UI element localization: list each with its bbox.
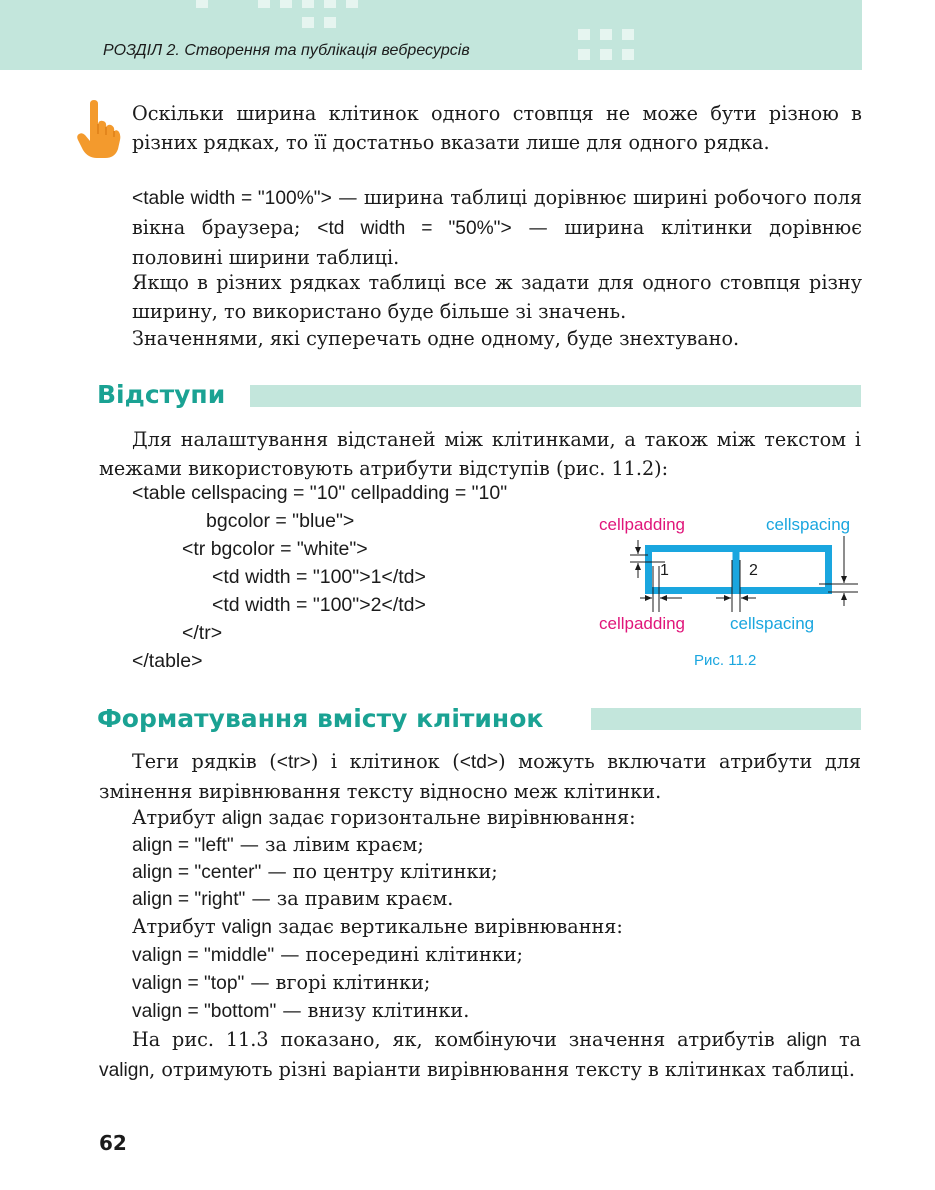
label-cellspacing-top: cellspacing — [766, 515, 851, 534]
label-cellpadding-bottom: cellpadding — [599, 614, 686, 633]
text-fragment: Теги рядків ( — [132, 750, 277, 773]
note-paragraph-2 — [132, 183, 862, 272]
section-title: РОЗДІЛ 2. Створення та публікація вебресурсів — [103, 42, 470, 59]
decor-square — [600, 49, 612, 60]
heading-bar — [591, 708, 861, 730]
text-fragment: задає вертикальне вирівнювання: — [271, 915, 623, 938]
valign-item-bottom — [132, 996, 862, 1026]
text-fragment: — за правим краєм. — [245, 887, 454, 910]
text-fragment: — ширина клітинки дорівнює половині ширини таблиці. — [132, 216, 862, 269]
cell-2-text: 2 — [749, 562, 758, 579]
decor-square — [578, 49, 590, 60]
figure-11-2 — [590, 508, 870, 673]
code-line: <td width = "100">1</td> — [212, 566, 426, 588]
code-fragment: valign = "middle" — [132, 945, 275, 966]
code-line: </table> — [132, 650, 203, 672]
pointing-hand-icon — [76, 100, 122, 160]
align-item-right — [132, 884, 862, 914]
code-fragment: valign = "bottom" — [132, 1001, 277, 1022]
text-fragment: — внизу клітинки. — [276, 999, 470, 1022]
heading-vidstupy: Відступи — [97, 380, 226, 409]
figure-caption: Рис. 11.2 — [694, 652, 757, 669]
label-cellspacing-bottom: cellspacing — [730, 614, 815, 633]
text-fragment: ) і клітинок ( — [310, 750, 460, 773]
align-intro — [132, 803, 862, 833]
code-fragment: align = "center" — [132, 862, 262, 883]
code-fragment: align = "right" — [132, 889, 246, 910]
valign-item-middle — [132, 940, 862, 970]
section2-paragraph-1 — [99, 747, 861, 806]
decor-square — [600, 29, 612, 40]
code-table-width: <table width = "100%"> — [132, 188, 332, 209]
decor-square — [280, 0, 292, 8]
decor-square — [258, 0, 270, 8]
decor-square — [622, 49, 634, 60]
decor-square — [324, 0, 336, 8]
decor-square — [622, 29, 634, 40]
code-line: <table cellspacing = "10" cellpadding = "10" — [132, 482, 508, 504]
code-align: align — [786, 1030, 828, 1051]
text-fragment: — по центру клітинки; — [261, 860, 498, 883]
decor-square — [302, 0, 314, 8]
text-fragment: — за лівим краєм; — [233, 833, 424, 856]
valign-item-top — [132, 968, 862, 998]
page-number: 62 — [99, 1131, 127, 1155]
note-paragraph-3: Якщо в різних рядках таблиці все ж задати для одного стовпця різну ширину, то використано буде більше зі значень. — [132, 271, 862, 323]
valign-intro — [132, 912, 862, 942]
code-valign: valign — [99, 1060, 150, 1081]
code-line: <tr bgcolor = "white"> — [182, 538, 368, 560]
text-fragment: задає горизонтальне вирівнювання: — [262, 806, 636, 829]
decor-square — [196, 0, 208, 8]
code-fragment: valign = "top" — [132, 973, 245, 994]
code-td-width: <td width = "50%"> — [317, 218, 512, 239]
code-line: <td width = "100">2</td> — [212, 594, 426, 616]
align-item-center — [132, 857, 862, 887]
text-fragment: — ширина таблиці дорівнює ширині робочого поля вікна браузера; — [132, 186, 862, 239]
text-fragment: Атрибут — [132, 915, 222, 938]
code-valign: valign — [221, 917, 272, 938]
heading-bar — [250, 385, 861, 407]
code-line: </tr> — [182, 622, 223, 644]
text-fragment: Атрибут — [132, 806, 222, 829]
code-fragment: align = "left" — [132, 835, 234, 856]
text-fragment: , отримують різні варіанти вирівнювання тексту в клітинках таблиці. — [149, 1058, 855, 1081]
label-cellpadding-top: cellpadding — [599, 515, 686, 534]
section2-final-paragraph — [99, 1025, 861, 1085]
code-tr: <tr> — [276, 752, 311, 773]
section1-intro: Для налаштування відстаней між клітинками, а також між текстом і межами використовують атрибути відступів (рис. 11.2): — [99, 428, 861, 480]
code-line: bgcolor = "blue"> — [206, 510, 355, 532]
cell-1-text: 1 — [660, 562, 669, 579]
align-item-left — [132, 830, 862, 860]
note-paragraph-4: Значеннями, які суперечать одне одному, буде знехтувано. — [132, 327, 740, 350]
text-fragment: На рис. 11.3 показано, як, комбінуючи значення атрибутів — [132, 1028, 787, 1051]
decor-square — [324, 17, 336, 28]
code-align: align — [221, 808, 263, 829]
code-td: <td> — [459, 752, 499, 773]
text-fragment: — посередині клітинки; — [274, 943, 524, 966]
text-fragment: — вгорі клітинки; — [244, 971, 431, 994]
text-fragment: ) можуть включати атрибути для змінення вирівнювання тексту відносно меж клітинки. — [99, 750, 861, 803]
decor-square — [578, 29, 590, 40]
heading-formatting: Форматування вмісту клітинок — [97, 704, 544, 733]
decor-square — [346, 0, 358, 8]
note-paragraph-1: Оскільки ширина клітинок одного стовпця не може бути різною в різних рядках, то її достатньо вказати лише для одного рядка. — [132, 102, 862, 154]
text-fragment: та — [827, 1028, 861, 1051]
decor-square — [302, 17, 314, 28]
